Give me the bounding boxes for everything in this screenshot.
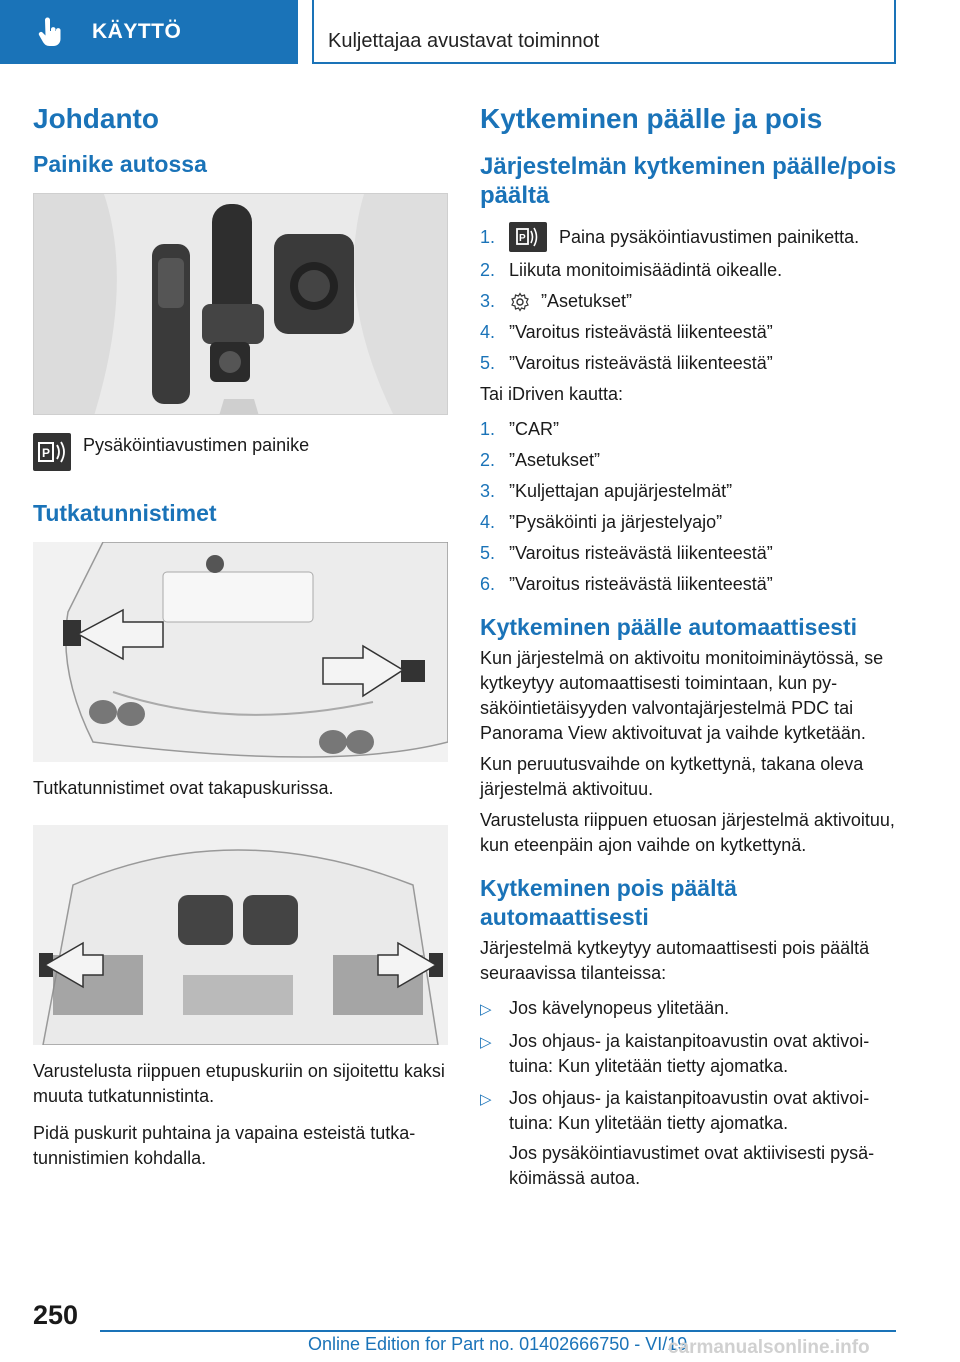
chapter-title: Kuljettajaa avustavat toiminnot [328,30,600,52]
right-column [480,100,900,1191]
svg-text:P: P [519,233,526,244]
front-sensors-text: Varustelusta riippuen etupuskuriin on sijoitettu kaksi muuta tutkatunnistinta. [33,1061,445,1106]
list-item: 5. ”Varoitus risteävästä liikenteestä” [480,353,773,373]
watermark: carmanualsonline.info [668,1337,870,1358]
clean-sensors-text: Pidä puskurit puhtaina ja vapaina esteistä tutkatunnistimien kohdalla. [33,1123,416,1168]
page-number: 250 [33,1300,79,1330]
rear-sensors-text: Tutkatunnistimet ovat takapuskurissa. [33,778,334,798]
heading-system: Järjestelmän kytkeminen päälle/pois päältä [480,153,897,209]
heading-auto-off: Kytkeminen pois päältä automaattisesti [480,875,737,930]
list-item: 3. ”Kuljettajan apujärjestelmät” [480,481,733,501]
front-bumper-photo [33,825,448,1045]
list-item: ▷ Jos kävelynopeus ylitetään. [480,998,730,1018]
section-tab [0,0,298,64]
auto-on-text-1: Kun järjestelmä on aktivoitu monitoiminäytössä, se kytkeytyy automaattisesti toimintaan, kun pysäköintietäisyyden valvontajärjestelmä PDC tai Panorama View aktivoituvat ja vaihde kytketään. [480,648,884,743]
list-item: 6. ”Varoitus risteävästä liikenteestä” [480,574,773,594]
list-item: 5. ”Varoitus risteävästä liikenteestä” [480,543,773,563]
list-item: 2. ”Asetukset” [480,450,601,470]
list-item: 4. ”Varoitus risteävästä liikenteestä” [480,322,773,342]
steps-list-b [480,417,900,597]
gear-icon [509,291,531,313]
heading-sensors: Tutkatunnistimet [33,500,217,526]
parking-assist-button-icon [33,433,71,471]
section-title: KÄYTTÖ [92,20,182,43]
heading-button: Painike autossa [33,151,207,177]
list-item: 4. ”Pysäköinti ja järjestelyajo” [480,512,723,532]
idrive-intro: Tai iDriven kautta: [480,384,624,404]
footer-divider [100,1330,896,1332]
list-item: ▷ Jos ohjaus- ja kaistanpitoavustin ovat aktivoituina: Kun ylitetään tietty ajomatka. [480,1031,870,1076]
auto-off-intro: Järjestelmä kytkeytyy automaattisesti pois päältä seuraavissa tilanteissa: [480,938,870,983]
auto-off-list [480,996,900,1136]
button-caption: Pysäköintiavustimen painike [83,435,310,455]
heading-auto-on: Kytkeminen päälle automaattisesti [480,614,858,640]
heading-intro: Johdanto [33,103,159,134]
list-item: ▷ Jos ohjaus- ja kaistanpitoavustin ovat aktivoituina: Kun ylitetään tietty ajomatka. [480,1088,870,1133]
rear-bumper-photo [33,542,448,762]
steps-list-a [480,222,900,376]
hand-pointer-icon [28,10,72,54]
heading-switch: Kytkeminen päälle ja pois [480,103,823,134]
auto-on-text-3: Varustelusta riippuen etuosan järjestelmä aktivoituu, kun eteenpäin ajon vaihde on kytkettynä. [480,810,895,855]
svg-text:P: P [42,446,51,460]
list-item: 1. ”CAR” [480,419,559,439]
list-item: 1. P Paina pysäköintiavustimen painiketta. [480,222,900,252]
list-item: 2. Liikuta monitoimisäädintä oikealle. [480,260,783,280]
chapter-header [312,0,896,64]
button-caption-row [33,433,448,471]
list-item: 3. ”Asetukset” [480,291,633,311]
parking-assist-button-icon [509,222,547,252]
edition-text: Online Edition for Part no. 01402666750 - VI/19 [308,1334,688,1354]
bullet-extra-text: Jos pysäköintiavustimet ovat aktiivisesti pysäköimässä autoa. [509,1143,875,1188]
auto-on-text-2: Kun peruutusvaihde on kytkettynä, takana oleva järjestelmä aktivoituu. [480,754,864,799]
console-photo [33,193,448,415]
left-column [33,100,448,1171]
